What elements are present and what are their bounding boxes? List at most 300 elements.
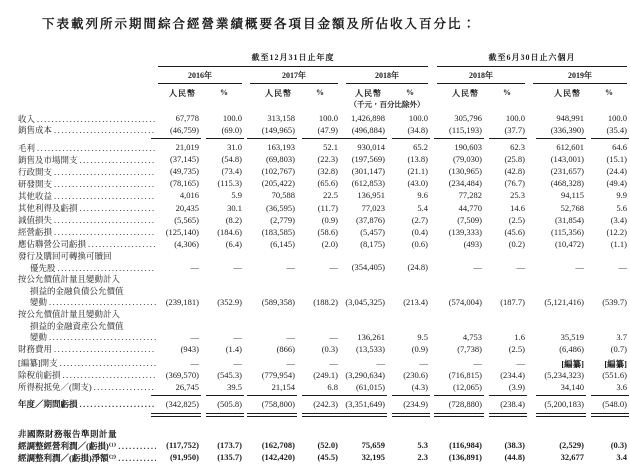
value-group [250,297,338,309]
rule-segment [536,395,586,396]
value-group [437,332,525,344]
double-rule-group [250,413,338,417]
currency-value: (6,145) [270,238,295,249]
percent-value: (0.9) [411,343,428,354]
value-group [533,166,627,178]
table-row [18,142,630,154]
value-group [533,125,627,139]
value-group [158,297,242,309]
value-group [158,190,242,202]
percent-value: (173.7) [217,440,242,451]
value-group [158,227,242,239]
value-group [533,113,627,125]
percent-value: 22.5 [323,190,338,201]
currency-value: (10,472) [554,238,584,249]
value-group [533,399,627,411]
percent-value: (45.6) [504,226,525,237]
percent-value: (2.0) [321,238,338,249]
currency-value: (116,984) [449,440,482,451]
currency-value: (779,954) [261,369,295,380]
currency-value: 136,261 [357,331,385,342]
row-label-line [18,114,158,126]
unit-header-group [346,88,428,99]
spacer [18,413,158,417]
units-note: （千元，百分比除外） [349,100,425,109]
currency-value: 930,014 [357,142,385,153]
percent-value: 100.0 [505,113,525,123]
dot-leader [94,382,156,394]
currency-value: (5,565) [174,214,199,225]
currency-value: 44,770 [458,202,482,213]
row-label [18,453,158,465]
value-group [346,142,428,154]
percent-value: 64.6 [612,142,627,153]
value-group [346,344,428,356]
percent-value: (34.8) [407,125,428,136]
period-header-annual: 截至12月31日止年度 [158,52,428,67]
value-group [346,262,428,274]
value-group [158,262,242,274]
currency-value: — [190,331,199,342]
row-label [18,167,158,179]
row-label [18,309,158,344]
dot-leader [60,358,156,370]
row-label-line [18,203,158,215]
double-rule-group [346,413,428,417]
dot-leader [80,155,156,167]
period-header-interim: 截至6月30日止六個月 [437,52,627,67]
percent-value: 25.3 [510,190,525,201]
value-group [533,382,627,396]
currency-value: — [376,357,385,368]
value-group [250,239,338,251]
percent-value: 5.3 [417,440,428,451]
currency-value: 32,195 [361,452,385,463]
percent-value: (230.6) [403,369,428,380]
dot-leader [54,167,156,179]
percent-unit-label: % [220,88,228,97]
percent-value: 100.0 [607,113,627,123]
value-group [346,399,428,411]
currency-value: 313,158 [267,113,295,123]
percent-value: (2.7) [411,214,428,225]
dot-leader [37,143,156,155]
table-row [18,125,630,139]
currency-value: 70,588 [271,190,295,201]
percent-value: 6.8 [327,381,338,392]
row-label-text: 發行及購回可轉換可贖回 [18,250,112,261]
currency-value: — [286,357,295,368]
double-rule-group [533,413,627,417]
value-group [346,332,428,344]
percent-value: 52.1 [323,142,338,153]
percent-value: (188.2) [313,296,338,307]
rule-segment [392,138,430,139]
total-double-rule [18,413,630,417]
currency-unit-label: 人民幣 [169,89,196,98]
dot-leader [49,332,156,344]
currency-value: (301,147) [351,166,385,177]
value-group [533,227,627,239]
double-rule-segment [337,413,387,417]
percent-value: (37.7) [504,125,525,136]
value-group [437,166,525,178]
value-group [250,113,338,125]
percent-value: 3.7 [616,331,627,342]
row-label [18,125,158,139]
percent-value: (0.9) [321,214,338,225]
currency-value: (239,181) [165,296,199,307]
percent-value: (548.0) [602,398,627,409]
row-label [18,274,158,309]
currency-value: (354,405) [351,262,385,273]
units-note-spacer [158,99,242,110]
value-group [250,178,338,190]
percent-value: 14.6 [510,202,525,213]
percent-value: 9.6 [417,190,428,201]
financial-table [0,52,630,464]
currency-value: 948,991 [556,113,584,123]
percent-value: (545.3) [217,369,242,380]
period-header-row [158,52,630,67]
percent-value: (184.6) [217,226,242,237]
rule-segment [536,138,586,139]
row-label-text: 損益的金融資產公允價值 [30,320,124,331]
value-group [437,239,525,251]
row-label-line [18,453,158,465]
currency-value: 4,753 [462,331,482,342]
table-row [18,203,630,215]
value-group [250,227,338,239]
value-group [250,166,338,178]
rule-segment [151,395,201,396]
percent-value: 9.5 [417,331,428,342]
row-label [18,239,158,251]
dot-leader [118,453,156,465]
row-label-text: 按公允價值計量且變動計入 [18,274,121,285]
row-label-text: 收入 [18,113,36,124]
value-group [346,440,428,452]
row-label-line [18,143,158,155]
table-row [18,166,630,178]
value-group [250,215,338,227]
row-label [18,344,158,356]
row-label-text: 財務費用 [18,344,53,355]
rule-segment [151,138,201,139]
currency-value: (728,880) [448,398,482,409]
percent-value: (58.6) [317,226,338,237]
currency-value: 77,282 [458,190,482,201]
row-label [18,191,158,203]
currency-value: (69,803) [265,154,295,165]
dot-leader [88,239,156,251]
table-row [18,428,630,440]
row-label [18,441,158,453]
percent-value: (0.7) [610,343,627,354]
row-label [18,370,158,382]
value-group [346,166,428,178]
currency-value: (130,965) [448,166,482,177]
currency-value: (7,738) [457,343,482,354]
currency-value: 305,796 [454,113,482,123]
row-label [18,143,158,155]
row-label-line [18,286,158,298]
currency-value: (79,030) [452,154,482,165]
currency-value: (336,390) [550,125,584,136]
double-rule-segment [206,413,244,417]
currency-value: (493) [463,238,482,249]
value-group [346,125,428,139]
percent-value: (49.4) [606,178,627,189]
value-group [533,190,627,202]
row-label-text: 減值損失 [18,215,53,226]
value-group [158,154,242,166]
percent-value: (0.6) [411,238,428,249]
currency-value: (716,815) [448,369,482,380]
currency-value: (136,891) [448,452,482,463]
percent-value: — [419,357,428,368]
currency-value: — [286,331,295,342]
value-group [250,370,338,382]
table-row [18,370,630,382]
row-label-line [18,239,158,251]
currency-value: 163,193 [267,142,295,153]
row-label-text: 銷售成本 [18,125,53,136]
table-header [158,52,630,110]
double-rule-segment [434,413,484,417]
dot-leader [80,399,156,411]
percent-value: (76.7) [504,178,525,189]
row-label-text: 其他利得及虧損 [18,203,78,214]
rule-segment [302,395,340,396]
currency-value: (142,420) [261,452,295,463]
value-group [346,113,428,125]
rule-segment [392,395,430,396]
currency-value: (3,351,649) [345,398,385,409]
row-label-line [18,382,158,394]
row-label-line [18,191,158,203]
row-label-text: 非國際財務報告準則計量 [18,428,118,439]
table-row [18,440,630,452]
value-group [346,452,428,464]
rule-segment [434,138,484,139]
percent-value: (8.2) [225,214,242,225]
currency-value: (5,200,183) [544,398,584,409]
currency-value: (37,145) [169,154,199,165]
value-group [437,297,525,309]
percent-value: (4.3) [411,381,428,392]
value-group [250,382,338,396]
currency-value: (6,486) [559,343,584,354]
row-label-line [18,297,158,309]
value-group [437,262,525,274]
unit-header-group [250,88,338,99]
currency-value: (496,884) [351,125,385,136]
currency-value: — [575,262,584,273]
currency-value: (234,484) [448,178,482,189]
row-label-line [18,344,158,356]
percent-value: (22.3) [317,154,338,165]
percent-value: (47.9) [317,125,338,136]
dot-leader [58,263,156,275]
currency-value: (3,290,634) [345,369,385,380]
table-row [18,399,630,411]
percent-value: (24.8) [407,262,428,273]
value-group [437,178,525,190]
year-header-2016: 2016年 [158,70,242,84]
double-rule-segment [392,413,430,417]
value-group [158,125,242,139]
value-group [250,154,338,166]
value-group [533,154,627,166]
value-group [437,382,525,396]
percent-value: (6.4) [225,238,242,249]
percent-value: (505.8) [217,398,242,409]
row-label-text: 銷售及市場開支 [18,154,78,165]
percent-value: (38.3) [504,440,525,451]
currency-value: 21,154 [271,381,295,392]
currency-value: (13,533) [355,343,385,354]
row-label-line [18,263,158,275]
currency-value: (115,193) [449,125,482,136]
table-row [18,154,630,166]
percent-value: (2.5) [508,214,525,225]
percent-value: 39.5 [227,381,242,392]
units-note-spacer [533,99,627,110]
currency-value: [編纂] [561,358,584,369]
value-group [346,370,428,382]
currency-value: (36,595) [265,202,295,213]
percent-value: (12.2) [606,226,627,237]
value-group [158,178,242,190]
currency-value: (115,356) [551,226,584,237]
percent-value: (234.9) [403,398,428,409]
value-group [346,297,428,309]
value-group [346,190,428,202]
value-group [346,358,428,370]
value-group [437,203,525,215]
currency-unit-label: 人民幣 [355,89,382,98]
currency-value: (139,333) [448,226,482,237]
value-group [250,190,338,202]
percent-value: (1.1) [610,238,627,249]
dot-leader [54,227,156,239]
percent-value: (3.9) [508,381,525,392]
value-group [158,215,242,227]
row-label-line [18,441,158,453]
percent-value: — [329,262,338,273]
dot-leader [54,125,156,137]
value-group [158,239,242,251]
value-group [533,239,627,251]
rule-segment [337,138,387,139]
row-label-text: 按公允價值計量且變動計入 [18,308,121,319]
value-group [158,370,242,382]
table-row [18,358,630,370]
row-label-line [18,399,158,411]
percent-value: (551.6) [602,369,627,380]
currency-value: (125,140) [165,226,199,237]
rule-segment [206,138,244,139]
row-label-text: 經調整利潤／(虧損)淨額⁽²⁾ [18,452,117,463]
currency-value: (37,876) [355,214,385,225]
percent-value: — [516,262,525,273]
currency-value: 67,778 [175,113,199,123]
row-label-text: 所得稅抵免／(開支) [18,381,92,392]
row-label-line [18,309,158,321]
percent-value: (13.8) [407,154,428,165]
value-group [158,332,242,344]
units-note-spacer [250,99,338,110]
percent-value: 3.6 [616,381,627,392]
value-group [437,113,525,125]
percent-value: (539.7) [602,296,627,307]
value-group [158,166,242,178]
table-row [18,251,630,274]
row-label-text: 優先股 [30,262,56,273]
currency-value: 136,951 [357,190,385,201]
percent-value: (25.8) [504,154,525,165]
currency-value: (943) [180,343,199,354]
currency-value: — [473,357,482,368]
table-row [18,178,630,190]
currency-value: (78,165) [169,178,199,189]
percent-value: 5.9 [231,190,242,201]
row-label [18,215,158,227]
currency-value: — [190,262,199,273]
year-header-2018-interim: 2018年 [437,70,525,84]
percent-unit-label: % [406,88,414,97]
currency-value: (5,234,323) [544,369,584,380]
currency-value: (589,358) [261,296,295,307]
table-row [18,344,630,356]
double-rule-group [158,413,242,417]
currency-value: 1,426,898 [351,113,385,123]
value-group [437,440,525,452]
currency-value: (2,779) [270,214,295,225]
table-row [18,113,630,125]
row-label [18,399,158,411]
year-header-row [158,70,630,84]
value-group [437,215,525,227]
percent-value: 65.2 [413,142,428,153]
currency-value: (369,570) [165,369,199,380]
percent-value: 30.1 [227,202,242,213]
currency-value: (2,529) [559,440,584,451]
unit-header-group [533,88,627,99]
dot-leader [54,215,156,227]
percent-value: (2.5) [508,343,525,354]
row-label-text: 損益的金融負債公允價值 [30,285,124,296]
rule-segment [247,395,297,396]
value-group [250,358,338,370]
value-group [437,154,525,166]
table-row [18,452,630,464]
value-group [158,440,242,452]
value-group [533,203,627,215]
value-group [250,125,338,139]
dot-leader [54,191,156,203]
unit-header-row [158,88,630,99]
dot-leader [37,114,156,126]
percent-value: (0.3) [610,440,627,451]
value-group [158,142,242,154]
percent-value: (187.7) [500,296,525,307]
currency-value: (7,509) [457,214,482,225]
percent-value: 100.0 [318,113,338,123]
value-group [158,344,242,356]
percent-value: (45.5) [317,452,338,463]
